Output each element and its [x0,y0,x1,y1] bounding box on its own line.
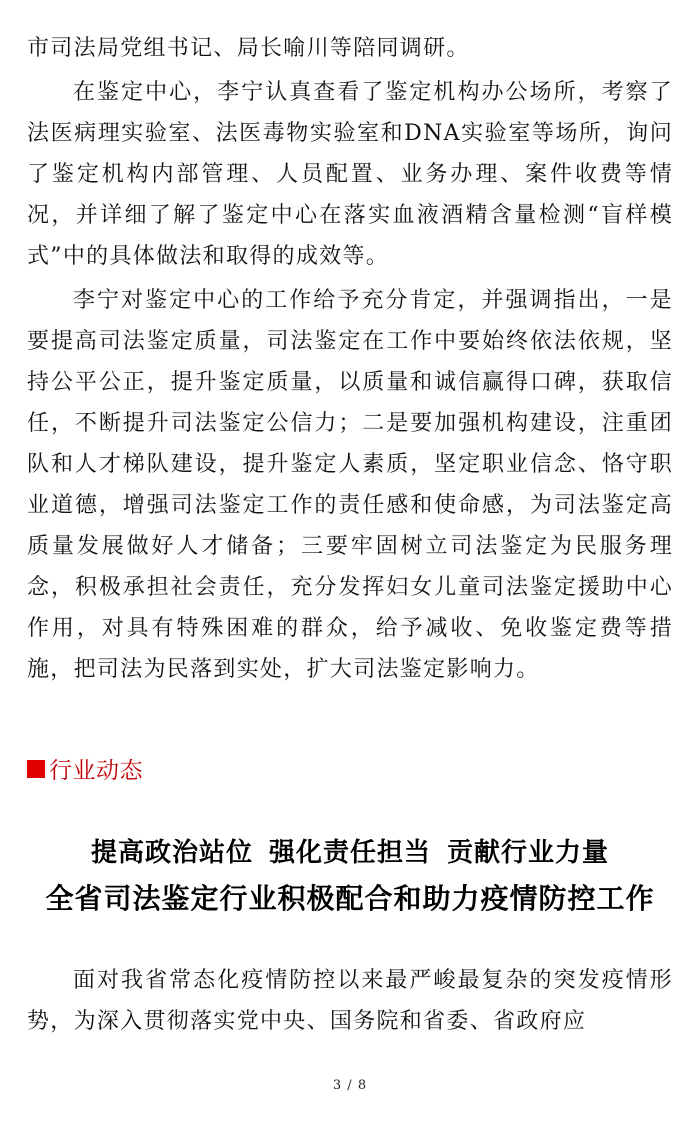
paragraph-continuation: 市司法局党组书记、局长喻川等陪同调研。 [27,36,470,61]
paragraph-article-opening: 面对我省常态化疫情防控以来最严峻最复杂的突发疫情形势，为深入贯彻落实党中央、国务院和省委、省政府应 [27,968,673,1034]
red-square-icon [27,760,45,778]
section-heading [27,752,143,785]
article-title-line-2: 全省司法鉴定行业积极配合和助力疫情防控工作 [45,882,655,915]
paragraph-inspection-visit: 在鉴定中心，李宁认真查看了鉴定机构办公场所，考察了法医病理实验室、法医毒物实验室和DNA实验室等场所，询问了鉴定机构内部管理、人员配置、业务办理、案件收费等情况，并详细了解了鉴定中心在落实血液酒精含量检测“盲样模式”中的具体做法和取得的成效等。 [27,80,673,269]
page-number: 3 / 8 [332,1078,368,1093]
section-heading-label: 行业动态 [49,758,143,784]
article-title-line-1: 提高政治站位 强化责任担当 贡献行业力量 [90,838,610,868]
paragraph-remarks: 李宁对鉴定中心的工作给予充分肯定，并强调指出，一是要提高司法鉴定质量，司法鉴定在工作中要始终依法依规，坚持公平公正，提升鉴定质量，以质量和诚信赢得口碑，获取信任，不断提升司法鉴定公信力；二是要加强机构建设，注重团队和人才梯队建设，提升鉴定人素质，坚定职业信念、恪守职业道德，增强司法鉴定工作的责任感和使命感，为司法鉴定高质量发展做好人才储备；三要牢固树立司法鉴定为民服务理念，积极承担社会责任，充分发挥妇女儿童司法鉴定援助中心作用，对具有特殊困难的群众，给予减收、免收鉴定费等措施，把司法为民落到实处，扩大司法鉴定影响力。 [27,288,673,682]
